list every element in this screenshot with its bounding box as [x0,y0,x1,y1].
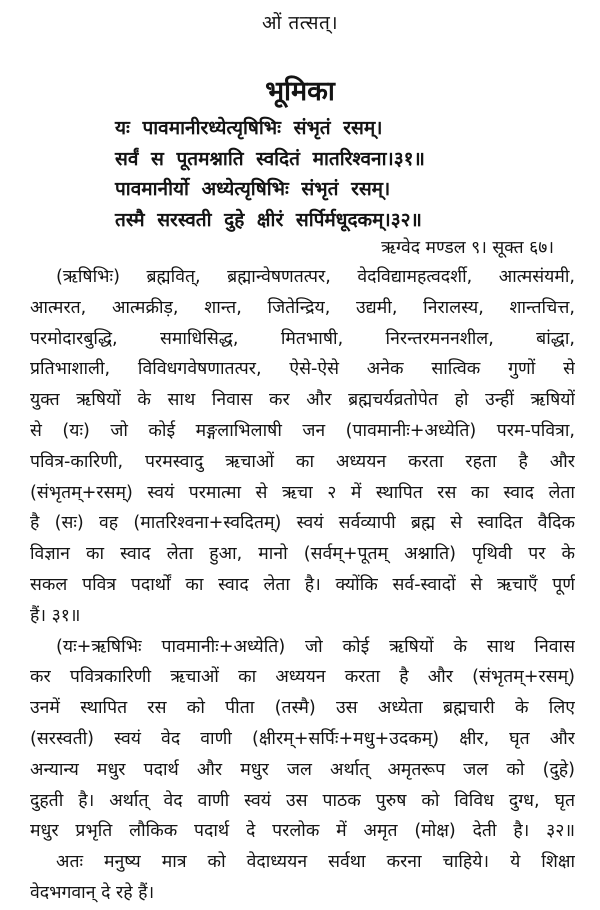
text-line: अन्यान्य मधुर पदार्थ और मधुर जल अर्थात् अमृतरूप जल को (दुहे) [30,759,575,780]
page-title: भूमिका [265,76,335,107]
text-line: से (यः) जो कोई मङ्गलाभिलाषी जन (पावमानीः+अध्येति) परम-पवित्रा, [30,420,575,441]
commentary-paragraph [30,262,575,632]
text-line: (ऋषिभिः) ब्रह्मवित्, ब्रह्मान्वेषणतत्पर, वेदविद्यामहत्वदर्शी, आत्मसंयमी, [56,267,575,287]
verse-line: सर्वं स पूतमश्नाति स्वदितं मातरिश्वना।३१॥ [115,147,425,170]
text-line: हैं। ३१॥ [30,605,81,626]
text-line: अतः मनुष्य मात्र को वेदाध्ययन सर्वथा करना चाहिये। ये शिक्षा [56,852,575,873]
invocation-text: ओं तत्सत्। [261,12,339,34]
verse-citation: ऋग्वेद मण्डल ९। सूक्त ६७। [381,238,554,258]
commentary-paragraph [30,847,575,909]
commentary-paragraph [30,632,575,848]
text-line: प्रतिभाशाली, विविधगवेषणातत्पर, ऐसे-ऐसे अनेक सात्विक गुणों से [30,359,575,380]
text-line: (संभृतम्+रसम्) स्वयं परमात्मा से ऋचा २ में स्थापित रस का स्वाद लेता [30,482,575,503]
text-line: मधुर प्रभृति लौकिक पदार्थ दे परलोक में अमृत (मोक्ष) देती है। ३२॥ [30,821,575,842]
text-line: कर पवित्रकारिणी ऋचाओं का अध्ययन करता है और (संभृतम्+रसम्) [30,667,575,688]
text-line: (यः+ऋषिभिः पावमानीः+अध्येति) जो कोई ऋषियों के साथ निवास [56,636,575,657]
text-line: विज्ञान का स्वाद लेता हुआ, मानो (सर्वम्+पूतम् अश्नाति) पृथिवी पर के [30,544,575,565]
verse-block [115,113,575,235]
text-line: उनमें स्थापित रस को पीता (तस्मै) उस अध्येता ब्रह्मचारी के लिए [30,698,575,719]
text-line: दुहती है। अर्थात् वेद वाणी स्वयं उस पाठक पुरुष को विविध दुग्ध, घृत [30,790,575,811]
text-line: वेदभगवान् दे रहे हैं। [30,882,155,903]
verse-line: यः पावमानीरध्येत्यृषिभिः संभृतं रसम्। [115,117,383,139]
text-line: पवित्र-कारिणी, परमस्वादु ऋचाओं का अध्ययन करता रहता है और [30,451,575,472]
text-line: आत्मरत, आत्मक्रीड़, शान्त, जितेन्द्रिय, उद्यमी, निरालस्य, शान्तचित्त, [30,297,575,318]
commentary [30,262,575,909]
text-line: सकल पवित्र पदार्थों का स्वाद लेता है। क्योंकि सर्व-स्वादों से ऋचाएँ पूर्ण [30,574,575,595]
verse-line: पावमानीर्यो अध्येत्यृषिभिः संभृतं रसम्। [115,178,391,200]
text-line: युक्त ऋषियों के साथ निवास कर और ब्रह्मचर्यव्रतोपेत हो उन्हीं ऋषियों [30,390,575,411]
text-line: परमोदारबुद्धि, समाधिसिद्ध, मितभाषी, निरन्तरमननशील, बांद्धा, [30,328,575,349]
verse-line: तस्मै सरस्वती दुहे क्षीरं सर्पिर्मधूदकम्।३२॥ [115,208,422,231]
text-line: है (सः) वह (मातरिश्वना+स्वदितम्) स्वयं सर्वव्यापी ब्रह्म से स्वादित वैदिक [30,513,575,534]
text-line: (सरस्वती) स्वयं वेद वाणी (क्षीरम्+सर्पिः+मधु+उदकम्) क्षीर, घृत और [30,728,575,749]
